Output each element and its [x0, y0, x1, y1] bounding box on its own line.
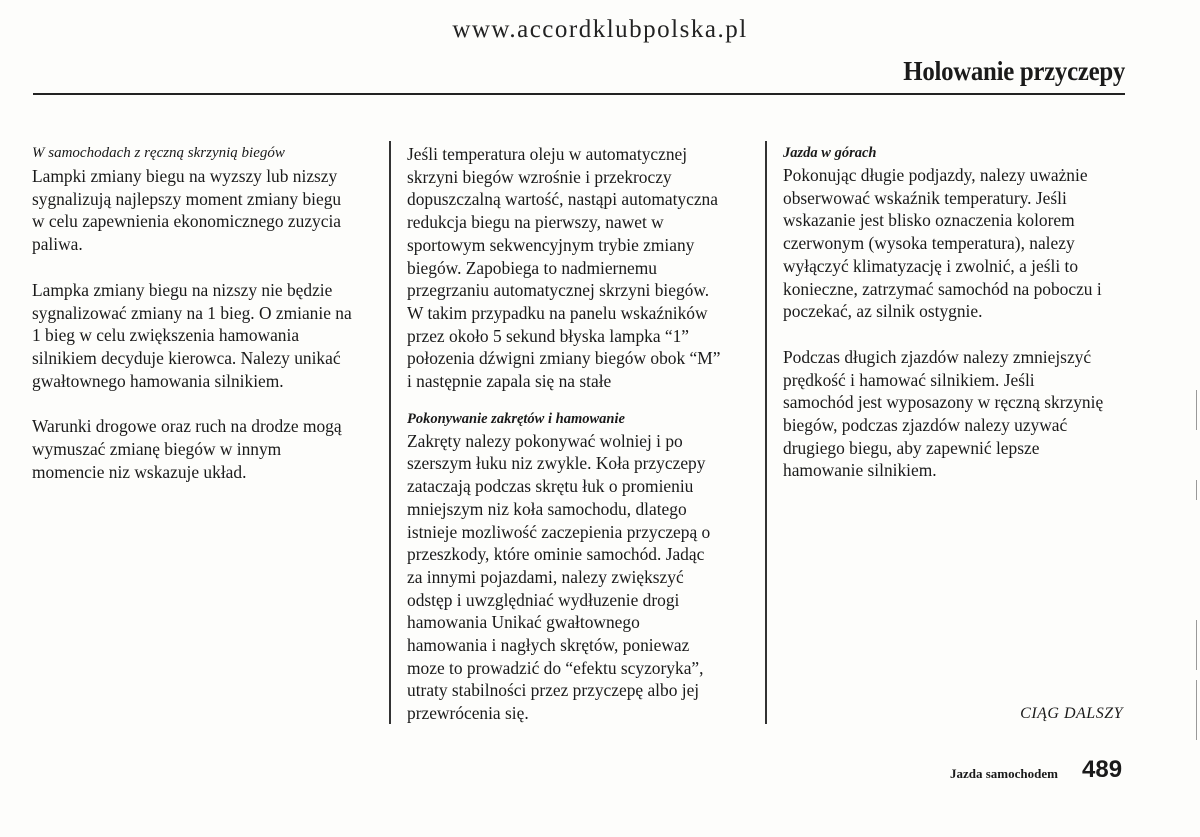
column-divider-right [765, 141, 767, 724]
subheading: Jazda w górach [783, 145, 877, 161]
paragraph: Lampka zmiany biegu na nizszy nie będzie sygnalizować zmiany na 1 bieg. O zmianie na 1 bieg w celu zwiększenia hamowania silnikiem decyduje kierowca. Nalezy unikać gwałtownego hamowania silnikiem. [32, 279, 352, 391]
column-divider-left [389, 141, 391, 724]
subheading: W samochodach z ręczną skrzynią biegów [32, 145, 285, 161]
text-column-1 [32, 143, 377, 483]
header-rule [33, 93, 1125, 95]
paragraph: Jeśli temperatura oleju w automatycznej skrzyni biegów wzrośnie i przekroczy dopuszczalną wartość, nastąpi automatyczna redukcja biegu na pierwszy, nawet w sportowym sekwencyjnym trybie zmiany biegów. Zapobiega to nadmiernemu przegrzaniu automatycznej skrzyni biegów. W takim przypadku na panelu wskaźników przez około 5 sekund błyska lampka “1” połozenia dźwigni zmiany biegów obok “M” i następnie zapala się na stałe [407, 144, 721, 392]
section-title: Holowanie przyczepy [903, 56, 1125, 86]
watermark-url: www.accordklubpolska.pl [452, 16, 748, 43]
paragraph: Lampki zmiany biegu na wyzszy lub nizszy sygnalizują najlepszy moment zmiany biegu w celu zapewnienia ekonomicznego zuzycia paliwa. [32, 166, 342, 255]
scan-edge-mark [1196, 480, 1197, 500]
paragraph: Pokonując długie podjazdy, nalezy uważnie obserwować wskaźnik temperatury. Jeśli wskazanie jest blisko oznaczenia kolorem czerwonym (wysoka temperatura), nalezy wyłączyć klimatyzację i zwolnić, a jeśli to konieczne, zatrzymać samochód na poboczu i poczekać, az silnik ostygnie. [783, 165, 1102, 322]
scan-edge-mark [1196, 390, 1197, 430]
text-column-3 [783, 143, 1128, 482]
footer-chapter-label: Jazda samochodem [950, 766, 1058, 781]
paragraph: Zakręty nalezy pokonywać wolniej i po szerszym łuku niz zwykle. Koła przyczepy zataczają podczas skrętu łuk o promieniu mniejszym niz koła samochodu, dlatego istnieje mozliwość zaczepienia przyczepą o przeszkody, które ominie samochód. Jadąc za innymi pojazdami, nalezy zwiększyć odstęp i uwzględniać wydłuzenie drogi hamowania Unikać gwałtownego hamowania i nagłych skrętów, poniewaz moze to prowadzić do “efektu scyzoryka”, utraty stabilności przez przyczepę albo jej przewrócenia się. [407, 430, 711, 724]
paragraph: Warunki drogowe oraz ruch na drodze mogą wymuszać zmianę biegów w innym momencie niz wskazuje układ. [32, 416, 342, 482]
text-column-2 [407, 143, 752, 725]
paragraph: Podczas długich zjazdów nalezy zmniejszyć prędkość i hamować silnikiem. Jeśli samochód jest wyposazony w ręczną skrzynię biegów, podczas zjazdów nalezy uzywać drugiego biegu, aby zapewnić lepsze hamowanie silnikiem. [783, 346, 1104, 481]
scan-edge-mark [1196, 620, 1197, 670]
continued-note: CIĄG DALSZY [1020, 705, 1123, 722]
page-number: 489 [1082, 756, 1123, 783]
scan-edge-mark [1196, 680, 1197, 740]
subheading: Pokonywanie zakrętów i hamowanie [407, 410, 625, 427]
